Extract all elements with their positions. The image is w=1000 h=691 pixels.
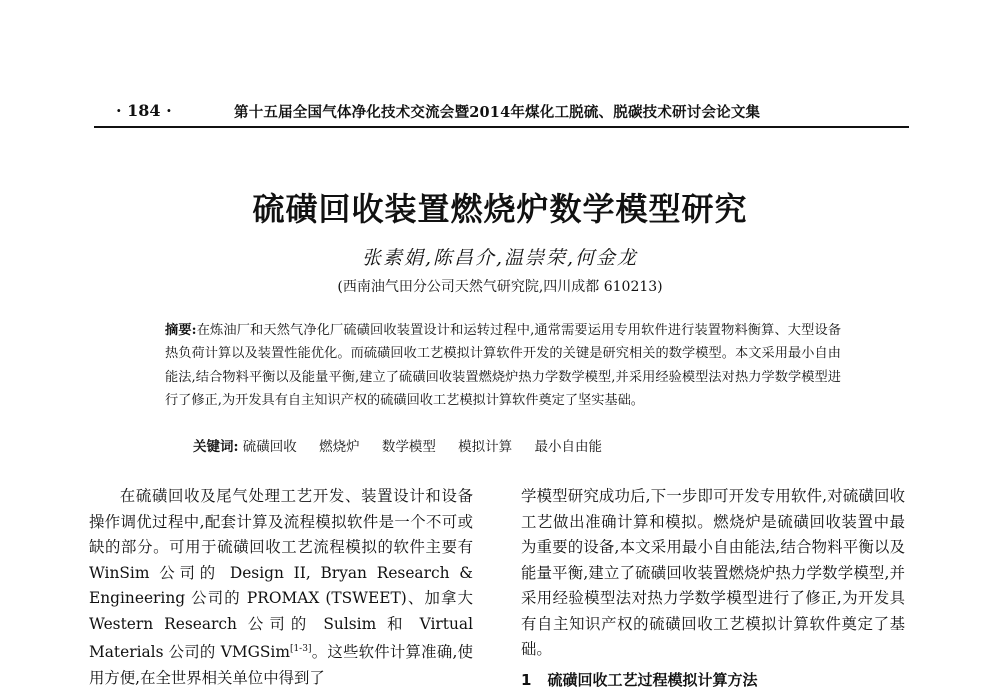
keyword: 燃烧炉 — [319, 439, 360, 455]
keywords-label: 关键词: — [193, 439, 239, 455]
body-left-text-2: 。这些软件计算准确,使用方便,在全世界相关单位中得到了 — [89, 643, 473, 687]
keyword: 数学模型 — [381, 439, 436, 455]
running-header — [96, 99, 906, 125]
body-left-text: 在硫磺回收及尾气处理工艺开发、装置设计和设备操作调优过程中,配套计算及流程模拟软件是一个不可或缺的部分。可用于硫磺回收工艺流程模拟的软件主要有 WinSim 公司的 Design II, Bryan Research & Engineering 公司的 PROMAX (TSWEET)、加拿大 Western Research 公司的 Sulsim 和 Virtual Materials 公司的 VMGSim — [89, 487, 473, 662]
header-rule — [94, 126, 909, 128]
body-right-text: 学模型研究成功后,下一步即可开发专用软件,对硫磺回收工艺做出准确计算和模拟。燃烧炉是硫磺回收装置中最为重要的设备,本文采用最小自由能法,结合物料平衡以及能量平衡,建立了硫磺回收装置燃烧炉热力学数学模型,并采用经验模型法对热力学数学模型进行了修正,为开发具有自主知识产权的硫磺回收工艺模拟计算软件奠定了基础。 — [521, 487, 905, 658]
affiliation: (西南油气田分公司天然气研究院,四川成都 610213) — [337, 279, 663, 295]
abstract-text: 在炼油厂和天然气净化厂硫磺回收装置设计和运转过程中,通常需要运用专用软件进行装置物料衡算、大型设备热负荷计算以及装置性能优化。而硫磺回收工艺模拟计算软件开发的关键是研究相关的数学模型。本文采用最小自由能法,结合物料平衡以及能量平衡,建立了硫磺回收装置燃烧炉热力学数学模型,并采用经验模型法对热力学数学模型进行了修正,为开发具有自主知识产权的硫磺回收工艺模拟计算软件奠定了坚实基础。 — [165, 323, 842, 409]
authors: 张素娟,陈昌介,温崇荣,何金龙 — [361, 247, 639, 269]
page-number: · 184 · — [116, 101, 172, 120]
citation: [1-3] — [289, 644, 312, 654]
abstract-label: 摘要: — [165, 323, 197, 338]
paper-title: 硫磺回收装置燃烧炉数学模型研究 — [252, 190, 748, 228]
keywords — [193, 435, 833, 455]
body-left-column — [89, 484, 473, 691]
body-right-column — [521, 484, 905, 663]
section-heading — [521, 669, 757, 690]
abstract — [165, 319, 841, 413]
section-number: 1 — [521, 671, 532, 689]
keyword: 模拟计算 — [458, 439, 513, 455]
conference-name: 第十五届全国气体净化技术交流会暨2014年煤化工脱硫、脱碳技术研讨会论文集 — [234, 104, 761, 121]
section-title: 硫磺回收工艺过程模拟计算方法 — [547, 671, 758, 689]
keyword: 最小自由能 — [534, 439, 602, 455]
keyword: 硫磺回收 — [242, 439, 297, 455]
